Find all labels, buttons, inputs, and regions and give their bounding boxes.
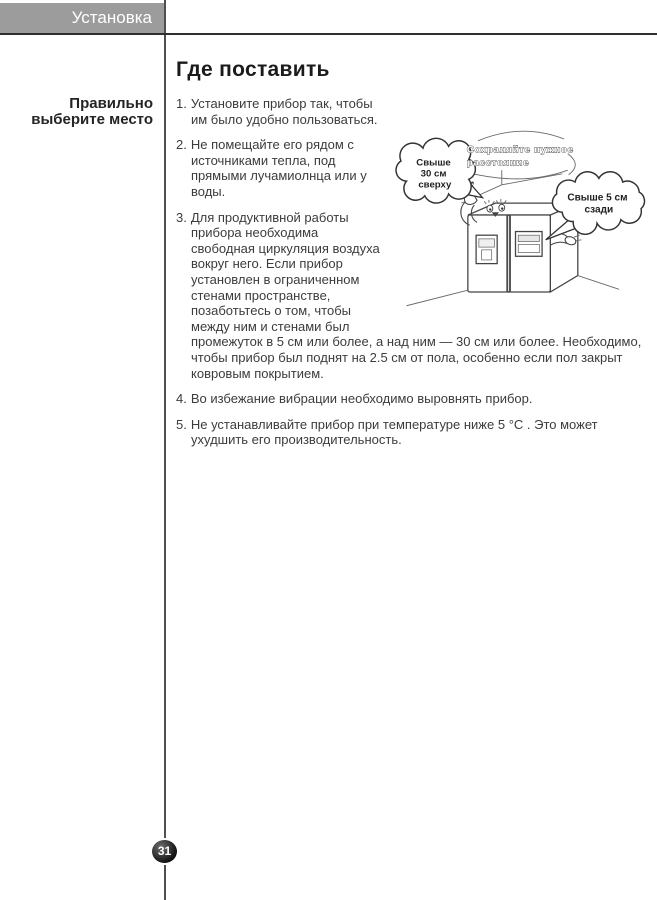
list-item-text: Не помещайте его рядом с источниками тепла, под прямыми лучамиолнца или у воды. bbox=[190, 137, 367, 199]
chapter-title: Установка bbox=[71, 8, 152, 27]
header-rule bbox=[0, 33, 657, 35]
list-item-text: Во избежание вибрации необходимо выровнять прибор. bbox=[190, 391, 533, 407]
section-sidebar-label bbox=[0, 96, 153, 128]
page-number-badge: 31 bbox=[152, 840, 177, 863]
list-item bbox=[176, 391, 654, 407]
list-item-number: 3. bbox=[176, 209, 187, 225]
list-item-number: 4. bbox=[176, 391, 187, 407]
list-item-text: Для продуктивной работы прибора необходима свободная циркуляция воздуха вокруг него. Если прибор установлен в ограниченном стенами пространстве, позаботьтесь о том, чтобы между ним и стенами был промежуток в 5 см или более, а над ним — 30 см или более. Необходимо, чтобы прибор был поднят на 2.5 см от пола, особенно если пол закрыт ковровым покрытием. bbox=[190, 209, 642, 381]
fridge-dispenser-left bbox=[476, 235, 497, 263]
list-item-number: 2. bbox=[176, 137, 187, 153]
list-item-text: Установите прибор так, чтобы им было удобно пользоваться. bbox=[190, 96, 378, 127]
main-content bbox=[176, 58, 654, 458]
page-title: Где поставить bbox=[176, 58, 330, 81]
sidebar-label-line1: Правильно bbox=[69, 95, 153, 112]
margin-rule bbox=[164, 0, 166, 900]
list-item-number: 1. bbox=[176, 96, 187, 111]
svg-text:Свыше 30 см: Свыше 30 см сверху bbox=[416, 157, 452, 191]
chapter-header-bar bbox=[0, 3, 164, 33]
placement-illustration bbox=[388, 117, 654, 314]
sidebar-label-line2: выберите место bbox=[31, 111, 153, 128]
list-item-text: Не устанавливайте прибор при температуре ниже 5 °C . Это может ухудшить его производительность. bbox=[190, 416, 598, 448]
fridge-dispenser-right bbox=[516, 232, 543, 257]
placement-illustration-svg bbox=[388, 117, 654, 314]
list-item bbox=[176, 417, 654, 448]
illustration-caption: Сохраняйте нужное расстояние bbox=[466, 144, 574, 169]
list-item-number: 5. bbox=[176, 416, 187, 432]
svg-text:Свыше 5 см сзади: Свыше 5 см сзади bbox=[567, 192, 628, 216]
cloud-bubble-rear-clearance bbox=[546, 172, 645, 240]
